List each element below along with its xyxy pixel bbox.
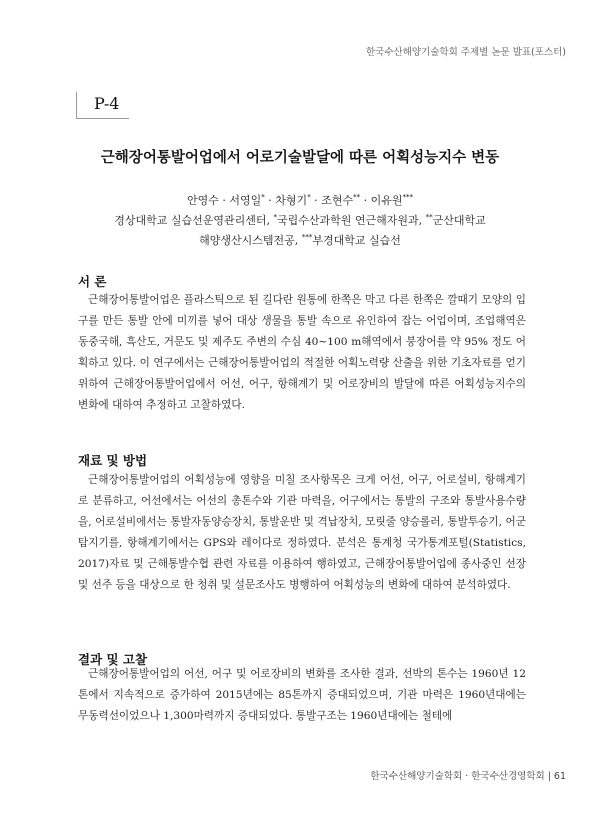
affiliation-line-1 <box>0 212 600 228</box>
author-3-mark: * <box>307 193 311 202</box>
affiliation-3-cont: 해양생산시스템전공, <box>199 234 302 247</box>
author-separator: · <box>218 194 230 207</box>
affiliation-3: 군산대학교 <box>432 214 486 227</box>
affiliation-1: 경상대학교 실습선운영관리센터, <box>114 214 274 227</box>
author-4: 조현수 <box>321 194 354 207</box>
author-separator: · <box>310 194 322 207</box>
author-separator: · <box>360 194 371 207</box>
section-body-methods: 근해장어통발어업의 어획성능에 영향을 미칠 조사항목은 크게 어선, 어구, 어로설비, 항해계기로 분류하고, 어선에서는 어선의 총톤수와 기관 마력을, 어구에서는 통발의 구조와 통발사용수량을, 어로설비에서는 통발자동양승장치, 통발운반 및 격납장치, 모릿줄 양승롤러, 통발투승기, 어군탐지기를, 항해계기에서는 GPS와 레이다로 정하였다. 분석은 통계청 국가통계포털(Statistics, 2017)자료 및 근해통발수협 관련 자료를 이용하여 행하였고, 근해장어통발어업에 종사중인 선장 및 선주 등을 대상으로 한 청취 및 설문조사도 병행하여 어획성능의 변화에 대하여 분석하였다. <box>78 474 526 591</box>
section-body-introduction: 근해장어통발어업은 플라스틱으로 된 길다란 원통에 한쪽은 막고 다른 한쪽은 깔때기 모양의 입구를 만든 통발 안에 미끼를 넣어 대상 생물을 통발 속으로 유인하여 잡는 어업이며, 조업해역은 동중국해, 흑산도, 거문도 및 제주도 주변의 수심 40∼100 m해역에서 붕장어를 약 95% 정도 어획하고 있다. 이 연구에서는 근해장어통발어업의 적절한 어획노력량 산출을 위한 기초자료를 얻기 위하여 근해장어통발어업에서 어선, 어구, 항해계기 및 어로장비의 발달에 따른 어획성능지수의 변화에 대하여 추정하고 고찰하였다. <box>78 294 526 411</box>
section-heading-results: 결과 및 고찰 <box>78 652 148 667</box>
author-list <box>0 192 600 208</box>
affiliation-4: 부경대학교 실습선 <box>312 234 401 247</box>
paper-title: 근해장어통발어업에서 어로기술발달에 따른 어획성능지수 변동 <box>100 150 500 166</box>
paper-id: P-4 <box>94 94 120 113</box>
running-header: 한국수산해양기술학회 주제별 논문 발표(포스터) <box>365 47 566 58</box>
author-5: 이유원 <box>370 194 403 207</box>
author-5-mark: *** <box>402 193 413 202</box>
author-4-mark: ** <box>353 193 361 202</box>
section-heading-methods: 재료 및 방법 <box>78 453 148 468</box>
affiliation-4-mark: *** <box>301 233 313 242</box>
author-3: 차형기 <box>275 194 308 207</box>
affiliation-line-2 <box>0 232 600 248</box>
author-2-mark: * <box>261 193 265 202</box>
author-2: 서영일 <box>229 194 262 207</box>
page-footer: 한국수산해양기술학회 · 한국수산경영학회 | 61 <box>370 771 566 782</box>
affiliation-2: 국립수산과학원 연근해자원과, <box>276 214 426 227</box>
affiliation-2-mark: * <box>273 213 277 222</box>
section-heading-introduction: 서 론 <box>78 274 107 289</box>
author-separator: · <box>264 194 276 207</box>
section-body-results: 근해장어통발어업의 어선, 어구 및 어로장비의 변화를 조사한 결과, 선박의 톤수는 1960년 12톤에서 지속적으로 증가하여 2015년에는 85톤까지 증대되었으며, 기관 마력은 1960년대에는 무동력선이었으나 1,300마력까지 증대되었다. 통발구조는 1960년대에는 철테에 <box>78 668 526 722</box>
author-1: 안영수 <box>187 194 219 207</box>
affiliation-3-mark: ** <box>425 213 433 222</box>
